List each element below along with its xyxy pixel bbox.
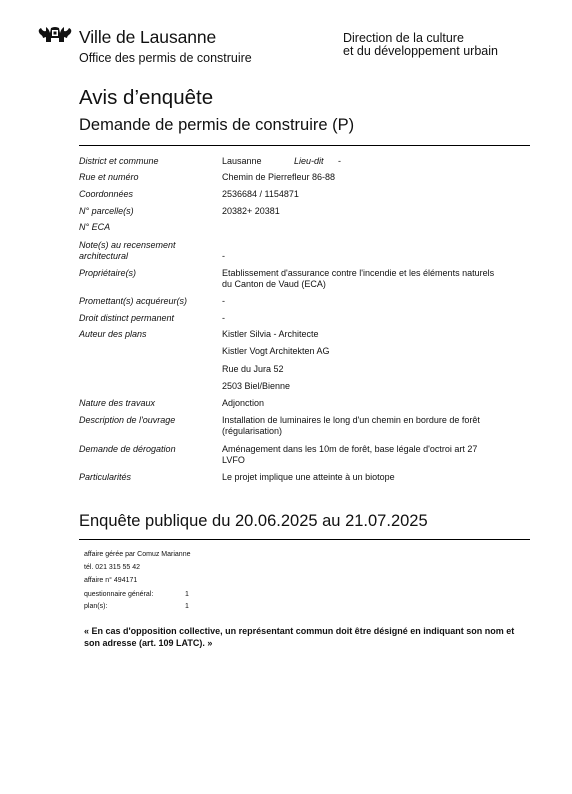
field-label: Particularités <box>79 472 132 482</box>
lieu-dit-label: Lieu-dit <box>294 156 324 166</box>
field-label: Coordonnées <box>79 189 134 199</box>
field-value: Chemin de Pierrefleur 86-88 <box>222 172 336 182</box>
contact-plans <box>84 602 189 611</box>
brand-title: Ville de Lausanne <box>79 27 217 47</box>
field-label: N° ECA <box>79 222 111 232</box>
enquete-heading: Enquête publique du 20.06.2025 au 21.07.2025 <box>79 512 428 530</box>
field-value: 2536684 / 1154871 <box>222 189 299 199</box>
field-value-line-2: LVFO <box>222 455 245 465</box>
contact-manager: affaire gérée par Comuz Marianne <box>84 551 191 558</box>
plans-label: plan(s): <box>84 603 108 610</box>
department-line-1: Direction de la culture <box>343 31 464 45</box>
field-label-line-2: architectural <box>79 251 129 261</box>
field-label: District et commune <box>79 156 159 166</box>
field-value-line-1: Kistler Silvia - Architecte <box>222 329 319 339</box>
contact-case-number: affaire n° 494171 <box>84 577 138 584</box>
field-value: - <box>222 251 225 261</box>
lieu-dit-value: - <box>338 156 341 166</box>
questionnaire-label: questionnaire général: <box>84 591 154 598</box>
field-label: Droit distinct permanent <box>79 313 175 323</box>
title-divider <box>79 145 530 146</box>
field-label: Promettant(s) acquéreur(s) <box>79 296 188 306</box>
page-title: Avis d’enquête <box>79 86 214 109</box>
lausanne-crest-icon <box>37 24 73 46</box>
field-value: Le projet implique une atteinte à un biotope <box>222 472 395 482</box>
field-value-line-3: Rue du Jura 52 <box>222 364 284 374</box>
contact-questionnaire <box>84 590 189 599</box>
field-value-line-1: Installation de luminaires le long d'un chemin en bordure de forêt <box>222 415 480 425</box>
field-label: Nature des travaux <box>79 398 156 408</box>
department <box>343 32 498 58</box>
field-value: 20382+ 20381 <box>222 206 280 216</box>
field-value <box>222 268 534 290</box>
field-value: Lausanne <box>222 156 262 166</box>
enquete-divider <box>79 539 530 540</box>
field-value-line-2: (régularisation) <box>222 426 283 436</box>
department-line-2: et du développement urbain <box>343 44 498 58</box>
page-subtitle: Demande de permis de construire (P) <box>79 116 355 134</box>
field-label: N° parcelle(s) <box>79 206 134 216</box>
opposition-notice: « En cas d'opposition collective, un représentant commun doit être désigné en indiquant son nom et son adresse (art. 109 LATC). » <box>84 626 515 648</box>
field-value-line-4: 2503 Biel/Bienne <box>222 381 291 391</box>
field-value <box>222 415 534 437</box>
field-value <box>222 444 534 466</box>
field-value <box>222 329 534 392</box>
field-value: - <box>222 296 225 306</box>
field-value-line-2: Kistler Vogt Architekten AG <box>222 346 330 356</box>
field-label: Propriétaire(s) <box>79 268 137 278</box>
field-value: Adjonction <box>222 398 265 408</box>
field-label: Description de l'ouvrage <box>79 415 176 425</box>
contact-phone: tél. 021 315 55 42 <box>84 564 141 571</box>
field-label: Demande de dérogation <box>79 444 176 454</box>
field-value-line-1: Etablissement d'assurance contre l'incendie et les éléments naturels <box>222 268 495 278</box>
field-label <box>79 240 219 262</box>
field-label: Rue et numéro <box>79 172 139 182</box>
field-value-line-1: Aménagement dans les 10m de forêt, base légale d'octroi art 27 <box>222 444 478 454</box>
field-value-line-2: du Canton de Vaud (ECA) <box>222 279 326 289</box>
field-value: - <box>222 313 225 323</box>
brand-subtitle: Office des permis de construire <box>79 51 252 65</box>
questionnaire-value: 1 <box>185 591 189 598</box>
field-label-line-1: Note(s) au recensement <box>79 240 176 250</box>
plans-value: 1 <box>185 603 189 610</box>
field-label: Auteur des plans <box>79 329 147 339</box>
